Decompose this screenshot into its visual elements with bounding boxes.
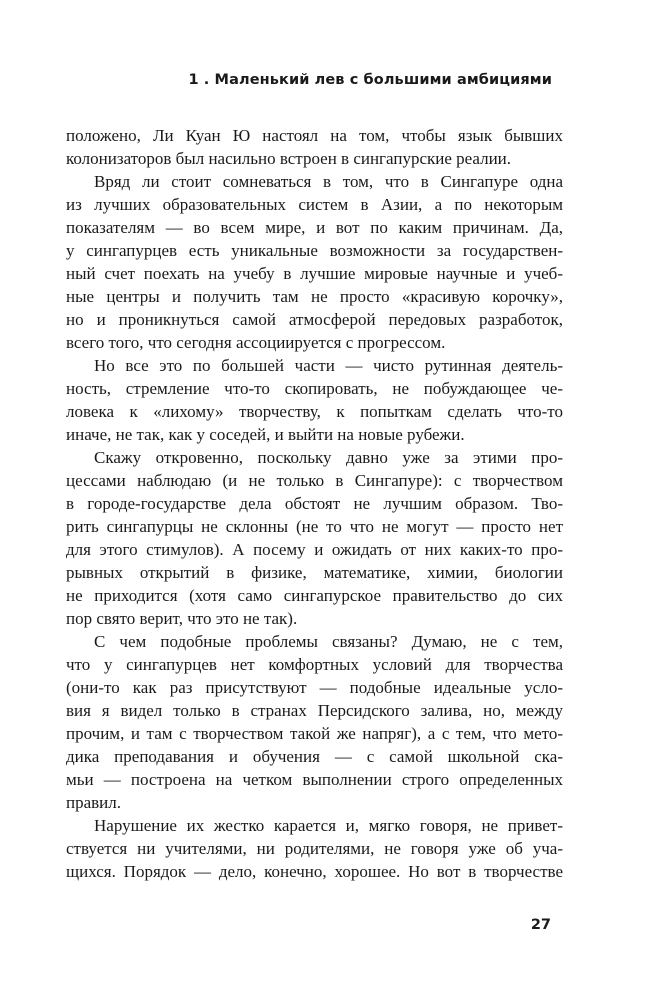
text-line: дика преподавания и обучения — с самой школьной ска- xyxy=(66,747,563,766)
paragraph xyxy=(66,446,563,630)
text-line: для этого стимулов). А посему и ожидать от них каких-то про- xyxy=(66,540,563,559)
page-number: 27 xyxy=(530,917,551,933)
text-line: Скажу откровенно, поскольку давно уже за этими про- xyxy=(94,448,563,467)
text-line: из лучших образовательных систем в Азии, а по некоторым xyxy=(66,195,563,214)
text-line: рить сингапурцы не склонны (не то что не могут — просто нет xyxy=(66,517,563,536)
text-line: щихся. Порядок — дело, конечно, хорошее. Но вот в творчестве xyxy=(66,862,563,881)
text-line: у сингапурцев есть уникальные возможности за государствен- xyxy=(66,241,563,260)
text-line: вия я видел только в странах Персидского залива, но, между xyxy=(66,701,563,720)
paragraph xyxy=(66,354,563,446)
paragraph xyxy=(66,630,563,814)
text-line: Но все это по большей части — чисто рутинная деятель- xyxy=(94,356,563,375)
text-line: положено, Ли Куан Ю настоял на том, чтобы язык бывших xyxy=(66,126,563,145)
text-line: иначе, не так, как у соседей, и выйти на новые рубежи. xyxy=(66,425,465,444)
body-text xyxy=(66,124,563,883)
paragraph xyxy=(66,170,563,354)
text-line: Нарушение их жестко карается и, мягко говоря, не привет- xyxy=(94,816,563,835)
text-line: в городе-государстве дела обстоят не лучшим образом. Тво- xyxy=(66,494,563,513)
text-line: показателям — во всем мире, и вот по каким причинам. Да, xyxy=(66,218,563,237)
text-line: ные центры и получить там не просто «красивую корочку», xyxy=(66,287,563,306)
text-line: колонизаторов был насильно встроен в сингапурские реалии. xyxy=(66,149,512,168)
text-line: рывных открытий в физике, математике, химии, биологии xyxy=(66,563,563,582)
running-head: 1 . Маленький лев с большими амбициями xyxy=(188,72,552,88)
text-line: (они-то как раз присутствуют — подобные идеальные усло- xyxy=(66,678,563,697)
text-line: пор свято верит, что это не так). xyxy=(66,609,298,628)
text-line: но и проникнуться самой атмосферой передовых разработок, xyxy=(66,310,563,329)
text-line: ный счет поехать на учебу в лучшие мировые научные и учеб- xyxy=(66,264,563,283)
text-line: ствуется ни учителями, ни родителями, не говоря уже об уча- xyxy=(66,839,563,858)
text-line: что у сингапурцев нет комфортных условий для творчества xyxy=(66,655,563,674)
text-line: правил. xyxy=(66,793,122,812)
text-line: ловека к «лихому» творчеству, к попыткам сделать что-то xyxy=(66,402,563,421)
text-line: Вряд ли стоит сомневаться в том, что в Сингапуре одна xyxy=(94,172,563,191)
paragraph xyxy=(66,814,563,883)
text-line: всего того, что сегодня ассоциируется с прогрессом. xyxy=(66,333,446,352)
text-line: С чем подобные проблемы связаны? Думаю, не с тем, xyxy=(94,632,563,651)
text-line: мьи — построена на четком выполнении строго определенных xyxy=(66,770,563,789)
text-line: прочим, и там с творчеством такой же напряг), а с тем, что мето- xyxy=(66,724,563,743)
paragraph xyxy=(66,124,563,170)
text-line: не приходится (хотя само сингапурское правительство до сих xyxy=(66,586,563,605)
text-line: ность, стремление что-то скопировать, не побуждающее че- xyxy=(66,379,563,398)
text-line: цессами наблюдаю (и не только в Сингапуре): с творчеством xyxy=(66,471,563,490)
